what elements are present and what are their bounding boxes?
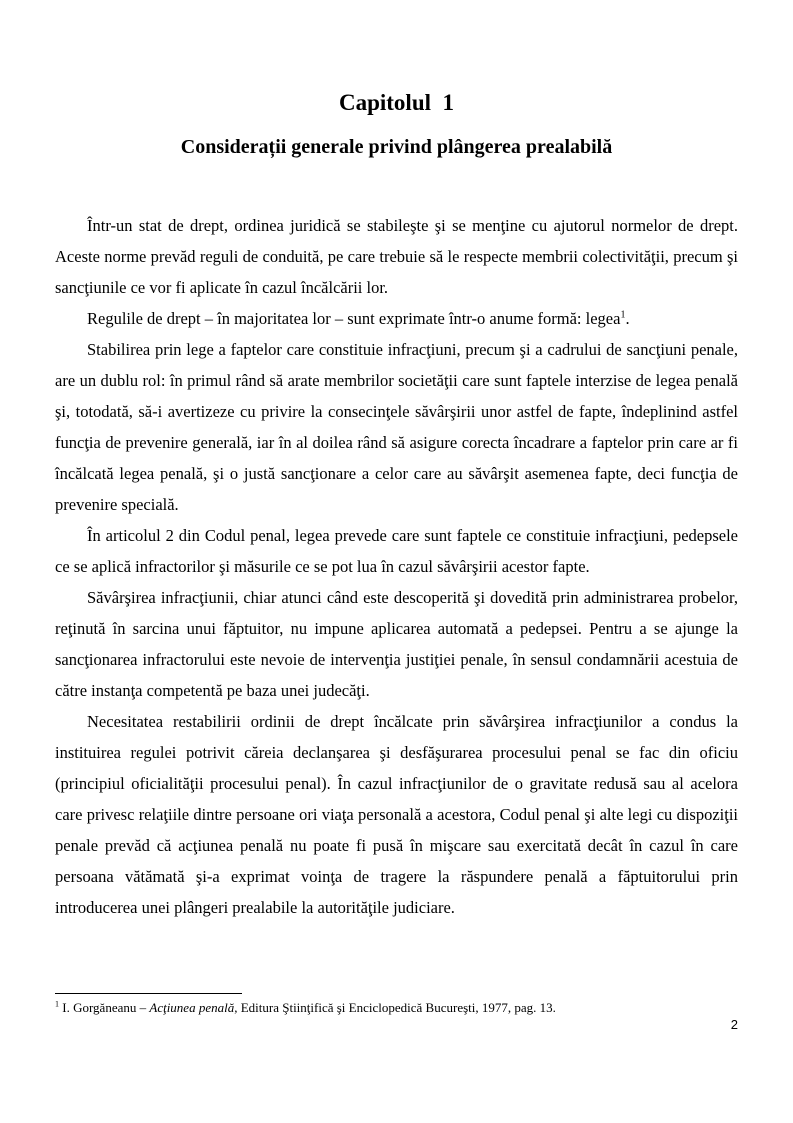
footnote-reference: 1 xyxy=(620,309,626,321)
paragraph-3: Stabilirea prin lege a faptelor care constituie infracţiuni, precum şi a cadrului de sancţiuni penale, are un dublu rol: în primul rând să arate membrilor societăţii care sunt faptele interzise de legea penală şi, totodată, să-i avertizeze cu privire la consecinţele săvârşirii unor astfel de fapte, îndeplinind astfel funcţia de prevenire generală, iar în al doilea rând să asigure corecta încadrare a faptelor prin care ar fi încălcată legea penală, şi o justă sancţionare a celor care au săvârşit asemenea fapte, deci funcţia de prevenire specială. xyxy=(55,340,738,514)
paragraph-6: Necesitatea restabilirii ordinii de drept încălcate prin săvârşirea infracţiunilor a condus la instituirea regulei potrivit căreia declanşarea şi desfăşurarea procesului penal se fac din oficiu (principiul oficialităţii procesului penal). În cazul infracţiunilor de o gravitate redusă sau al acelora care privesc relaţiile dintre persoane ori viaţa personală a acestora, Codul penal şi alte legi cu dispoziţii penale prevăd că acţiunea penală nu poate fi pusă în mişcare sau exercitată decât în cazul în care persoana vătămată şi-a exprimat voinţa de tragere la răspundere penală a făptuitorului prin introducerea unei plângeri prealabile la autorităţile judiciare. xyxy=(55,712,738,917)
body-text xyxy=(55,210,738,923)
footnote-number: 1 xyxy=(55,999,59,1009)
footnote-details: , Editura Ştiinţifică şi Enciclopedică Bucureşti, 1977, pag. 13. xyxy=(234,1000,556,1015)
paragraph-4: În articolul 2 din Codul penal, legea prevede care sunt faptele ce constituie infracţiuni, pedepsele ce se aplică infractorilor şi măsurile ce se pot lua în cazul săvârşirii acestor fapte. xyxy=(55,526,738,576)
paragraph-2-end: . xyxy=(625,309,630,328)
paragraph-2-text: Regulile de drept – în majoritatea lor – sunt exprimate într-o anume formă: legea xyxy=(87,309,621,328)
paragraph-1: Într-un stat de drept, ordinea juridică se stabileşte şi se menţine cu ajutorul normelor de drept. Aceste norme prevăd reguli de conduită, pe care trebuie să le respecte membrii colectivităţii, precum şi sancţiunile ce vor fi aplicate în cazul încălcării lor. xyxy=(55,216,738,297)
footnote-separator xyxy=(55,993,242,994)
paragraph-2 xyxy=(55,303,738,334)
page-number: 2 xyxy=(730,1017,738,1032)
footnote-work-title: Acţiunea penală xyxy=(149,1000,235,1015)
footnote xyxy=(55,999,738,1017)
paragraph-5: Săvârşirea infracţiunii, chiar atunci când este descoperită şi dovedită prin administrarea probelor, reţinută în sarcina unui făptuitor, nu impune aplicarea automată a pedepsei. Pentru a se ajunge la sancţionarea infractorului este nevoie de intervenţia justiţiei penale, în sensul condamnării acestuia de către instanţa competentă pe baza unei judecăţi. xyxy=(55,588,738,700)
chapter-title: Considerații generale privind plângerea prealabilă xyxy=(180,136,613,158)
chapter-number: Capitolul 1 xyxy=(338,90,455,115)
footnote-author: I. Gorgăneanu – xyxy=(62,1000,150,1015)
